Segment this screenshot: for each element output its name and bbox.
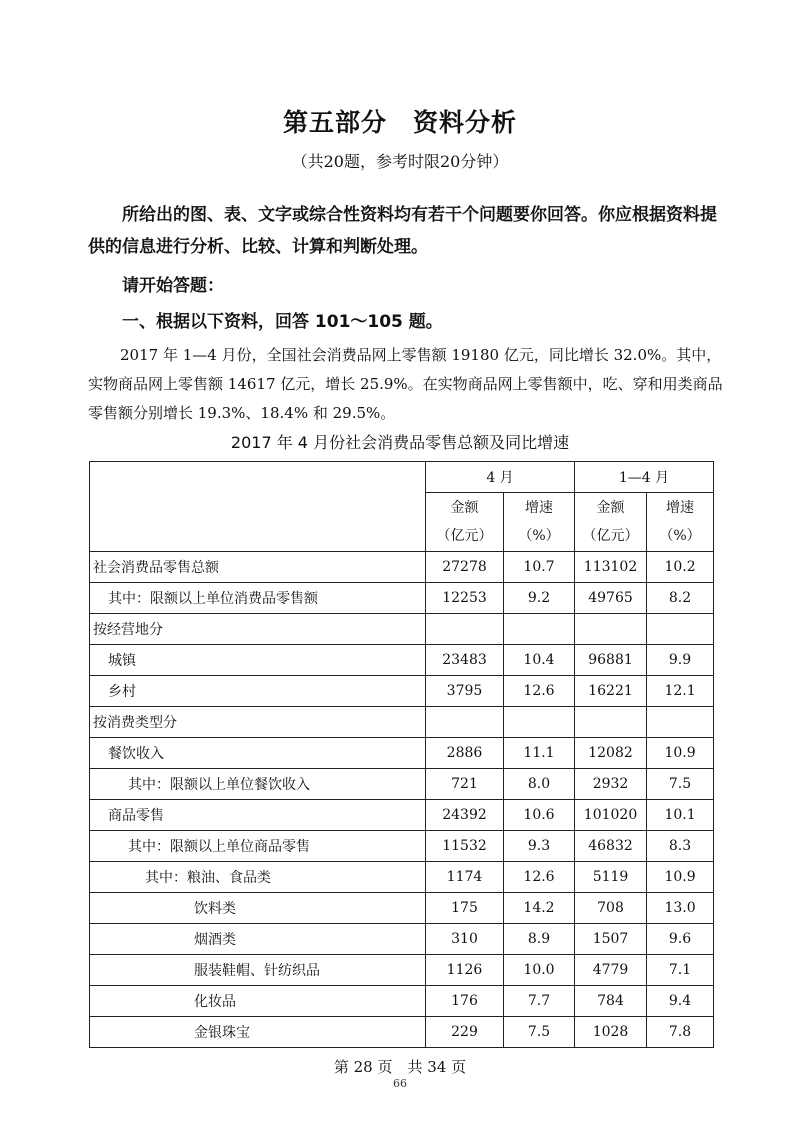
- col-header-april-amount: [426, 493, 504, 552]
- table-cell: 8.9: [504, 924, 575, 955]
- start-prompt: 请开始答题：: [122, 276, 224, 296]
- row-label-cell: 商品零售: [90, 800, 426, 831]
- col-header-line: 金额: [596, 500, 625, 516]
- table-cell: 12.6: [504, 862, 575, 893]
- row-label-cell: 烟酒类: [90, 924, 426, 955]
- table-corner-cell: [90, 462, 426, 552]
- col-header-line: （亿元）: [582, 528, 639, 544]
- table-cell: [647, 707, 714, 738]
- table-cell: 46832: [575, 831, 647, 862]
- section-heading: 一、根据以下资料，回答 101～105 题。: [122, 312, 443, 332]
- table-cell: 8.0: [504, 769, 575, 800]
- table-cell: 9.6: [647, 924, 714, 955]
- row-label-cell: 化妆品: [90, 986, 426, 1017]
- table-row: [90, 955, 714, 986]
- table-cell: 229: [426, 1017, 504, 1048]
- table-cell: 1028: [575, 1017, 647, 1048]
- table-cell: 7.5: [504, 1017, 575, 1048]
- table-cell: 175: [426, 893, 504, 924]
- retail-sales-table: [89, 461, 714, 1048]
- table-row: [90, 769, 714, 800]
- table-cell: 708: [575, 893, 647, 924]
- table-cell: 9.3: [504, 831, 575, 862]
- table-cell: [504, 707, 575, 738]
- row-label-cell: 餐饮收入: [90, 738, 426, 769]
- table-cell: 2932: [575, 769, 647, 800]
- table-cell: 4779: [575, 955, 647, 986]
- page-subtitle: （共20题，参考时限20分钟）: [291, 152, 509, 171]
- table-cell: 113102: [575, 552, 647, 583]
- row-label-cell: 其中：粮油、食品类: [90, 862, 426, 893]
- table-caption: 2017 年 4 月份社会消费品零售总额及同比增速: [230, 433, 570, 452]
- table-cell: 784: [575, 986, 647, 1017]
- row-label-cell: 乡村: [90, 676, 426, 707]
- table-cell: 5119: [575, 862, 647, 893]
- table-cell: [426, 614, 504, 645]
- table-cell: 9.2: [504, 583, 575, 614]
- table-cell: 7.7: [504, 986, 575, 1017]
- col-header-line: （%）: [659, 528, 701, 544]
- row-label-cell: 其中：限额以上单位餐饮收入: [90, 769, 426, 800]
- row-label-cell: 社会消费品零售总额: [90, 552, 426, 583]
- table-row: [90, 676, 714, 707]
- table-cell: 10.7: [504, 552, 575, 583]
- table-row: [90, 738, 714, 769]
- table-cell: 12.6: [504, 676, 575, 707]
- table-cell: 12253: [426, 583, 504, 614]
- table-cell: 13.0: [647, 893, 714, 924]
- row-label-cell: 服装鞋帽、针纺织品: [90, 955, 426, 986]
- table-row: [90, 924, 714, 955]
- row-label-cell: 其中：限额以上单位商品零售: [90, 831, 426, 862]
- table-cell: [504, 614, 575, 645]
- col-header-april-growth: [504, 493, 575, 552]
- table-cell: 9.9: [647, 645, 714, 676]
- table-cell: 12082: [575, 738, 647, 769]
- table-cell: 96881: [575, 645, 647, 676]
- table-row: [90, 862, 714, 893]
- table-cell: 49765: [575, 583, 647, 614]
- table-cell: 8.2: [647, 583, 714, 614]
- col-header-ytd-growth: [647, 493, 714, 552]
- table-cell: 2886: [426, 738, 504, 769]
- table-cell: 1174: [426, 862, 504, 893]
- table-row: [90, 831, 714, 862]
- col-header-line: （亿元）: [436, 528, 493, 544]
- page-number: 66: [393, 1077, 407, 1090]
- table-cell: 10.9: [647, 862, 714, 893]
- table-cell: 8.3: [647, 831, 714, 862]
- table-cell: [575, 707, 647, 738]
- table-cell: 721: [426, 769, 504, 800]
- instructions-text: 所给出的图、表、文字或综合性资料均有若干个问题要你回答。你应根据资料提供的信息进行分析、比较、计算和判断处理。: [88, 205, 717, 257]
- table-cell: 1507: [575, 924, 647, 955]
- page-title: 第五部分 资料分析: [282, 108, 517, 137]
- row-label-cell: 城镇: [90, 645, 426, 676]
- col-header-ytd-amount: [575, 493, 647, 552]
- table-cell: 27278: [426, 552, 504, 583]
- table-cell: 176: [426, 986, 504, 1017]
- data-paragraph: 2017 年 1—4 月份，全国社会消费品网上零售额 19180 亿元，同比增长 32.0%。其中，实物商品网上零售额 14617 亿元，增长 25.9%。在实物商品网上零售额中，吃、穿和用类商品零售额分别增长 19.3%、18.4% 和 29.5%。: [88, 346, 723, 422]
- table-group-header-row: [90, 462, 714, 493]
- table-cell: 16221: [575, 676, 647, 707]
- table-row: [90, 583, 714, 614]
- table-row: [90, 645, 714, 676]
- row-label-cell: 金银珠宝: [90, 1017, 426, 1048]
- table-row: [90, 986, 714, 1017]
- row-label-cell: 按消费类型分: [90, 707, 426, 738]
- table-cell: 7.8: [647, 1017, 714, 1048]
- table-cell: 10.1: [647, 800, 714, 831]
- table-cell: 310: [426, 924, 504, 955]
- page-footer: 第 28 页 共 34 页: [333, 1058, 467, 1076]
- group-header-april: 4 月: [426, 462, 575, 493]
- table-row: [90, 614, 714, 645]
- table-cell: 7.1: [647, 955, 714, 986]
- table-cell: 10.2: [647, 552, 714, 583]
- table-row: [90, 1017, 714, 1048]
- table-row: [90, 800, 714, 831]
- group-header-jan-apr: 1—4 月: [575, 462, 714, 493]
- table-cell: 10.0: [504, 955, 575, 986]
- table-cell: 3795: [426, 676, 504, 707]
- table-cell: 1126: [426, 955, 504, 986]
- table-cell: 11532: [426, 831, 504, 862]
- table-cell: 101020: [575, 800, 647, 831]
- col-header-line: （%）: [518, 528, 560, 544]
- table-row: [90, 707, 714, 738]
- table-cell: 9.4: [647, 986, 714, 1017]
- table-cell: [575, 614, 647, 645]
- table-row: [90, 552, 714, 583]
- row-label-cell: 饮料类: [90, 893, 426, 924]
- row-label-cell: 其中：限额以上单位消费品零售额: [90, 583, 426, 614]
- table-cell: 14.2: [504, 893, 575, 924]
- col-header-line: 增速: [525, 500, 553, 516]
- table-cell: 24392: [426, 800, 504, 831]
- table-cell: 10.4: [504, 645, 575, 676]
- table-cell: 23483: [426, 645, 504, 676]
- row-label-cell: 按经营地分: [90, 614, 426, 645]
- table-cell: 10.6: [504, 800, 575, 831]
- table-cell: 12.1: [647, 676, 714, 707]
- table-row: [90, 893, 714, 924]
- table-cell: 10.9: [647, 738, 714, 769]
- col-header-line: 增速: [666, 500, 695, 516]
- table-cell: [426, 707, 504, 738]
- col-header-line: 金额: [450, 500, 479, 516]
- table-cell: 11.1: [504, 738, 575, 769]
- table-cell: [647, 614, 714, 645]
- table-cell: 7.5: [647, 769, 714, 800]
